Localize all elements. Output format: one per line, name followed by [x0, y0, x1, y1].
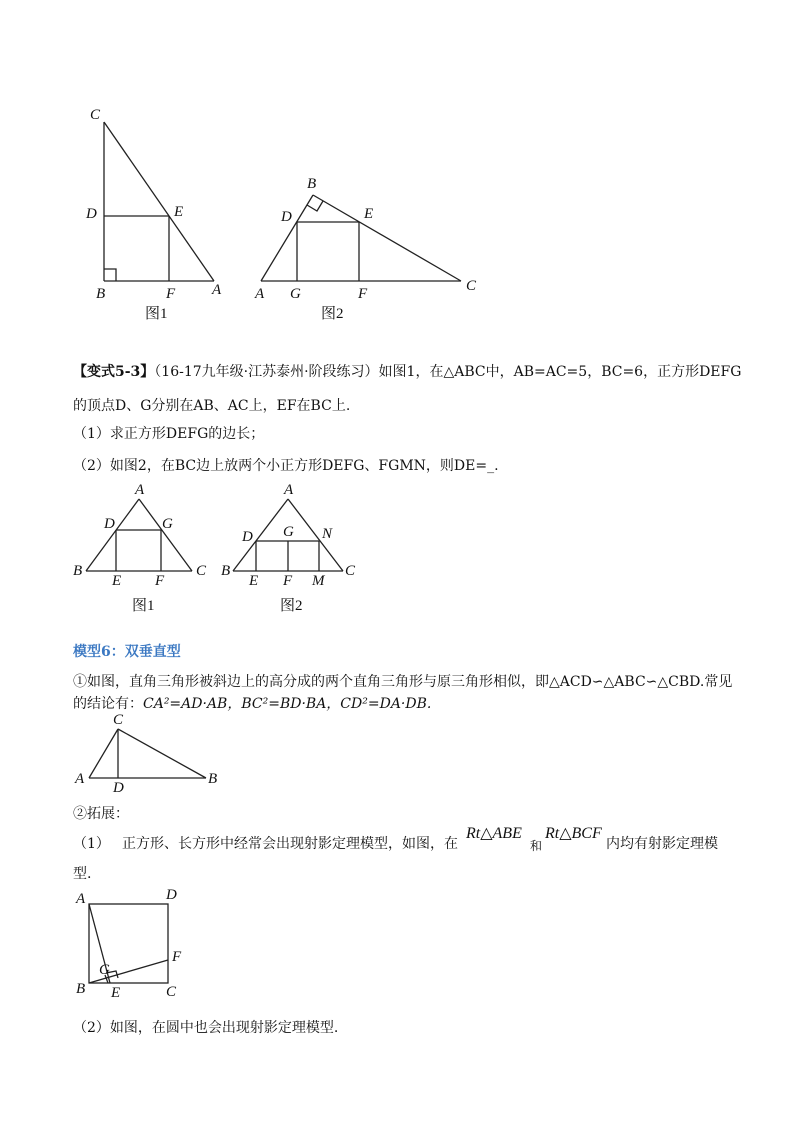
extension-2: （2）如图，在圆中也会出现射影定理模型.	[73, 1020, 339, 1036]
label-c: C	[113, 712, 124, 728]
label-m: M	[312, 573, 325, 589]
figure-caption: 图1	[132, 598, 155, 614]
label-g: G	[162, 516, 173, 532]
label-f: F	[155, 573, 165, 589]
extension-1-text: 正方形、长方形中经常会出现射影定理模型，如图，在	[122, 836, 458, 852]
problem-intro: （16-17九年级·江苏泰州·阶段练习）如图1，在△ABC中，AB=AC=5，BC=6，正方形DEFG	[154, 364, 742, 380]
label-b: B	[76, 981, 86, 997]
problem-line-2: 的顶点D、G分别在AB、AC上，EF在BC上.	[73, 398, 351, 414]
label-a: A	[284, 482, 294, 498]
label-e: E	[364, 206, 374, 222]
label-e: E	[112, 573, 122, 589]
label-c: C	[466, 278, 477, 294]
label-b: B	[208, 771, 218, 787]
label-g: G	[283, 524, 294, 540]
label-d: D	[113, 780, 124, 796]
extension-1-tail: 内均有射影定理模	[606, 836, 718, 852]
conjunction: 和	[530, 839, 543, 853]
label-c: C	[166, 984, 177, 1000]
label-d: D	[281, 209, 292, 225]
label-d: D	[166, 887, 177, 903]
label-f: F	[358, 286, 368, 302]
figure-caption: 图2	[280, 598, 303, 614]
label-d: D	[104, 516, 115, 532]
label-n: N	[322, 526, 333, 542]
label-d: D	[86, 206, 97, 222]
label-g: G	[290, 286, 301, 302]
rt-triangle-bcf: Rt△BCF	[545, 825, 602, 842]
extension-1-number: （1）	[73, 836, 110, 852]
question-1: （1）求正方形DEFG的边长；	[73, 426, 265, 442]
label-e: E	[174, 204, 184, 220]
paragraph-1: ①如图，直角三角形被斜边上的高分成的两个直角三角形与原三角形相似，即△ACD∽△ABC∽△CBD.常见	[73, 674, 733, 690]
label-b: B	[73, 563, 83, 579]
label-f: F	[283, 573, 293, 589]
label-f: F	[166, 286, 176, 302]
label-b: B	[221, 563, 231, 579]
label-a: A	[212, 282, 222, 298]
label-a: A	[75, 771, 85, 787]
label-b: B	[96, 286, 106, 302]
problem-tag: 【变式5-3】	[73, 364, 155, 380]
label-a: A	[255, 286, 265, 302]
label-c: C	[345, 563, 356, 579]
label-g: G	[99, 962, 110, 978]
figure-caption: 图1	[145, 306, 168, 322]
label-c: C	[196, 563, 207, 579]
label-a: A	[135, 482, 145, 498]
paragraph-2-prefix: 的结论有：	[73, 696, 143, 712]
label-e: E	[111, 985, 121, 1001]
label-a: A	[76, 891, 86, 907]
extension-1-tail-2: 型.	[73, 866, 92, 882]
extension-heading: ②拓展：	[73, 806, 129, 822]
label-b: B	[307, 176, 317, 192]
label-e: E	[249, 573, 259, 589]
label-f: F	[172, 949, 182, 965]
figure-caption: 图2	[321, 306, 344, 322]
question-2: （2）如图2，在BC边上放两个小正方形DEFG、FGMN，则DE=_.	[73, 458, 499, 474]
formula: CA²=AD·AB，BC²=BD·BA，CD²=DA·DB.	[143, 696, 432, 712]
label-c: C	[90, 107, 101, 123]
rt-triangle-abe: Rt△ABE	[466, 825, 522, 842]
section-heading: 模型6：双垂直型	[73, 644, 181, 660]
label-d: D	[242, 529, 253, 545]
